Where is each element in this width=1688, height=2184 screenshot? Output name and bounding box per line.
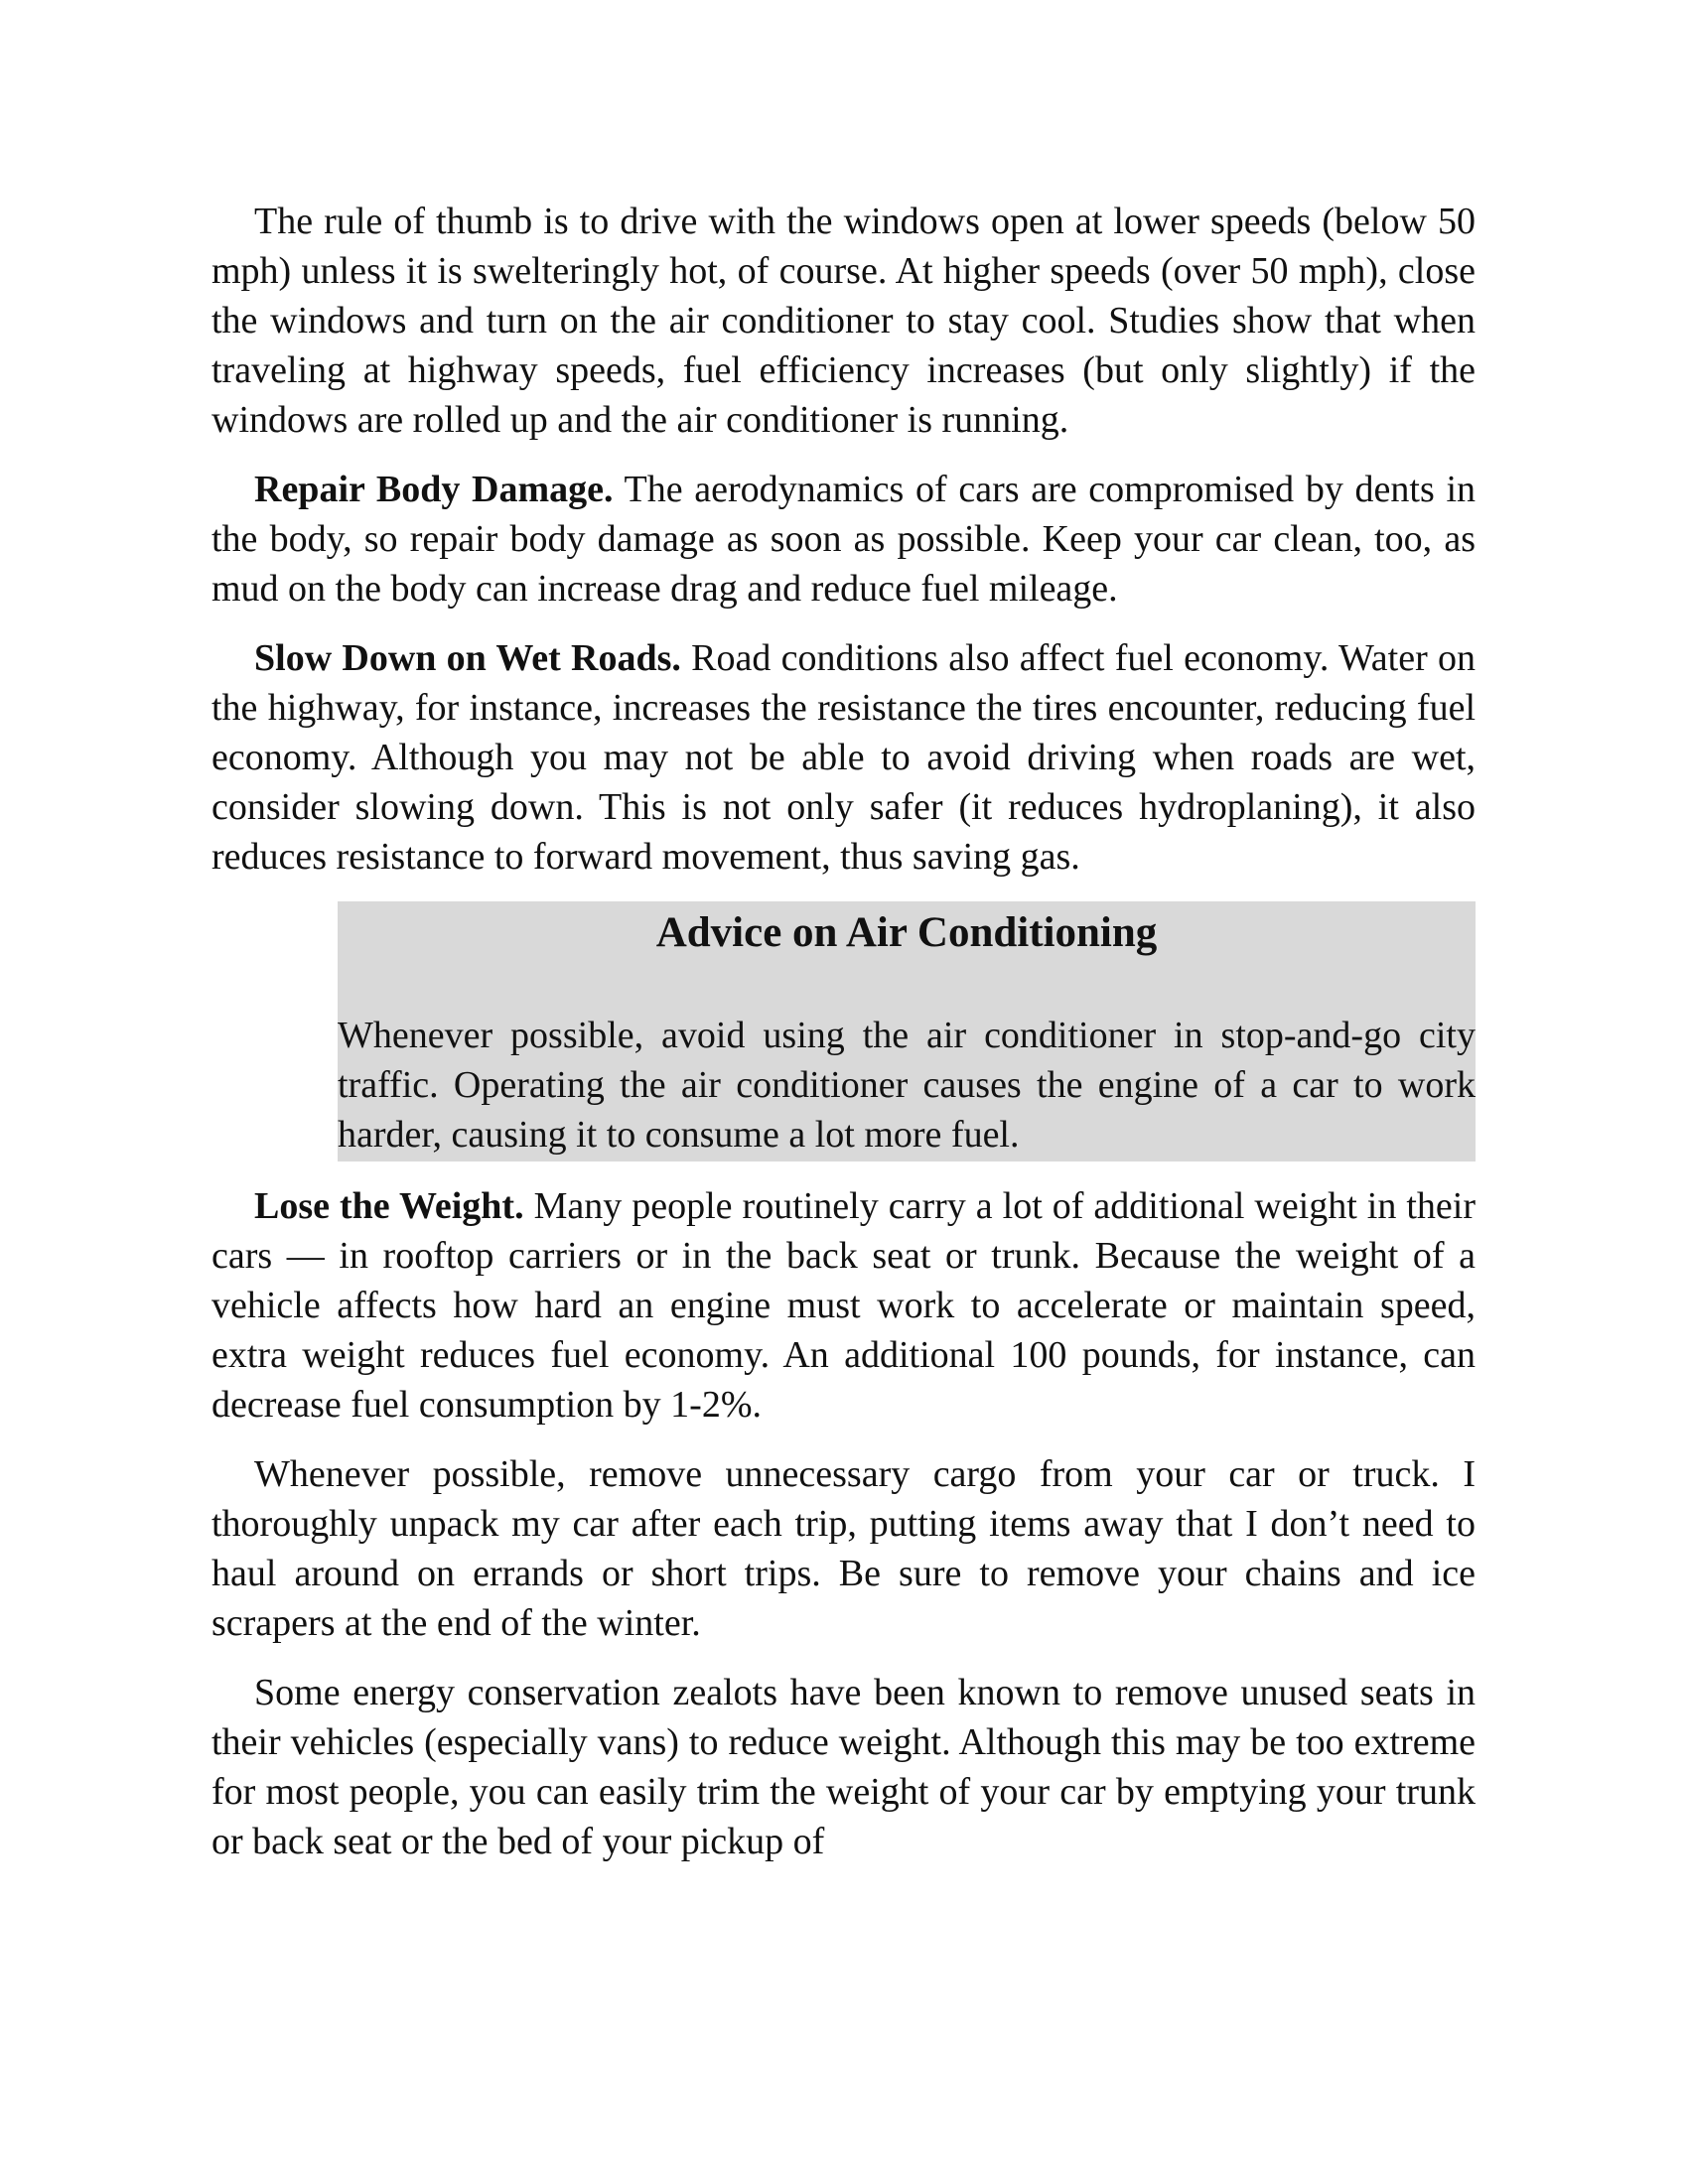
heading-lose-the-weight: Lose the Weight. xyxy=(254,1185,524,1227)
text-repair-body-damage: The aerodynamics of cars are compromised by dents in the body, so repair body damage as soon as possible. Keep your car clean, too, as mud on the body can increase drag and reduce fuel mileage. xyxy=(211,469,1477,610)
paragraph-repair-body-damage xyxy=(211,465,1476,614)
text-slow-down-wet-roads: Road conditions also affect fuel economy. Water on the highway, for instance, increases the resistance the tires encounter, reducing fuel economy. Although you may not be able to avoid driving when roads are wet, consider slowing down. This is not only safer (it reduces hydroplaning), it also reduces resistance to forward movement, thus saving gas. xyxy=(211,637,1476,878)
paragraph-slow-down-wet-roads xyxy=(211,633,1476,882)
paragraph-remove-seats: Some energy conservation zealots have been known to remove unused seats in their vehicles (especially vans) to reduce weight. Although this may be too extreme for most people, you can easily trim the weight of your car by emptying your trunk or back seat or the bed of your pickup of xyxy=(211,1672,1476,1862)
sidebar-title: Advice on Air Conditioning xyxy=(655,909,1158,956)
paragraph-windows-rule: The rule of thumb is to drive with the windows open at lower speeds (below 50 mph) unless it is swelteringly hot, of course. At higher speeds (over 50 mph), close the windows and turn on the air conditioner to stay cool. Studies show that when traveling at highway speeds, fuel efficiency increases (but only slightly) if the windows are rolled up and the air conditioner is running. xyxy=(211,201,1476,441)
heading-repair-body-damage: Repair Body Damage. xyxy=(254,469,614,510)
page-body xyxy=(211,197,1476,1886)
sidebar-body: Whenever possible, avoid using the air conditioner in stop-and-go city traffic. Operating the air conditioner causes the engine of a car to work harder, causing it to consume a lot more fuel. xyxy=(338,1015,1476,1156)
sidebar-box xyxy=(338,901,1476,1161)
paragraph-remove-cargo: Whenever possible, remove unnecessary cargo from your car or truck. I thoroughly unpack my car after each trip, putting items away that I don’t need to haul around on errands or short trips. Be sure to remove your chains and ice scrapers at the end of the winter. xyxy=(211,1453,1476,1644)
text-lose-the-weight: Many people routinely carry a lot of additional weight in their cars — in rooftop carriers or in the back seat or trunk. Because the weight of a vehicle affects how hard an engine must work to accelerate or maintain speed, extra weight reduces fuel economy. An additional 100 pounds, for instance, can decrease fuel consumption by 1-2%. xyxy=(211,1185,1476,1426)
paragraph-lose-the-weight xyxy=(211,1181,1476,1430)
heading-slow-down-wet-roads: Slow Down on Wet Roads. xyxy=(254,637,681,679)
